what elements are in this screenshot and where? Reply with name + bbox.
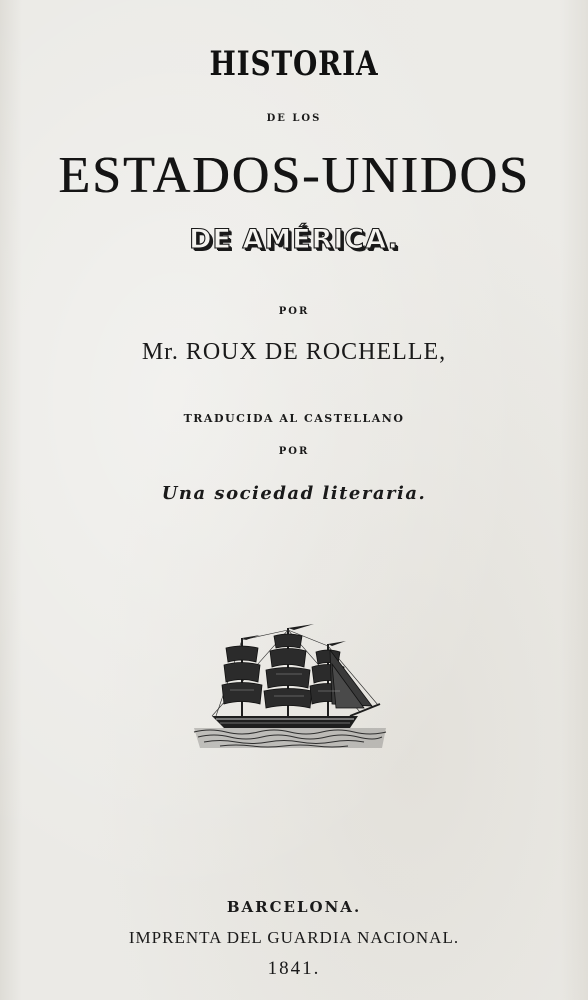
title-de-los: DE LOS bbox=[266, 113, 322, 124]
translation-note: TRADUCIDA AL CASTELLANO bbox=[183, 412, 405, 425]
imprint-year: 1841. bbox=[267, 958, 321, 979]
title-estados-unidos: ESTADOS-UNIDOS bbox=[58, 147, 530, 204]
author-name: Mr. ROUX DE ROCHELLE, bbox=[141, 339, 447, 365]
title-historia: HISTORIA bbox=[209, 44, 379, 84]
imprint-printer: IMPRENTA DEL GUARDIA NACIONAL. bbox=[128, 928, 460, 947]
sailing-ship-icon bbox=[190, 620, 390, 750]
by-label: POR bbox=[278, 306, 310, 317]
title-de-america: DE AMÉRICA. bbox=[189, 224, 399, 255]
translator-name: Una sociedad literaria. bbox=[161, 483, 427, 504]
by-label-translator: POR bbox=[278, 446, 310, 457]
imprint-city: BARCELONA. bbox=[226, 898, 362, 916]
